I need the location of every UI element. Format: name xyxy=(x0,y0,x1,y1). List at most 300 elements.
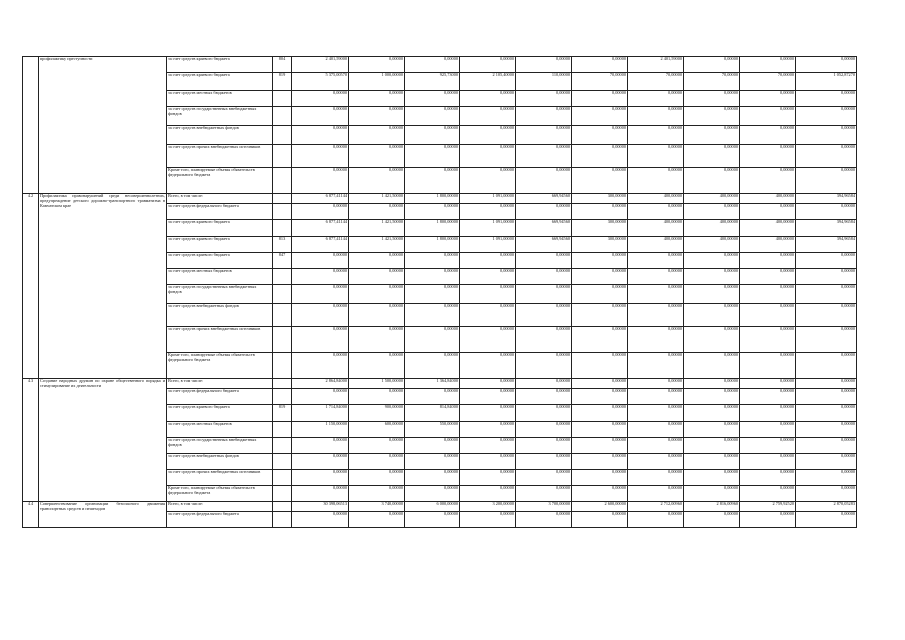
amount-cell: 0,00000 xyxy=(516,454,572,470)
amount-cell: 0,00000 xyxy=(796,486,857,502)
amount-cell: 0,00000 xyxy=(405,438,460,454)
amount-cell: 0,00000 xyxy=(516,204,572,220)
funding-source: за счет средств местных бюджетов xyxy=(167,269,273,285)
amount-cell: 0,00000 xyxy=(684,285,740,304)
amount-cell: 0,00000 xyxy=(349,454,405,470)
amount-cell: 1 800,00000 xyxy=(405,220,460,237)
funding-source: за счет средств прочих внебюджетных источников xyxy=(167,470,273,486)
amount-cell: 0,00000 xyxy=(740,379,796,389)
amount-cell: 0,00000 xyxy=(292,304,349,327)
funding-source: за счет средств местных бюджетов xyxy=(167,422,273,438)
budget-code xyxy=(273,454,292,470)
funding-source: за счет средств федерального бюджета xyxy=(167,204,273,220)
funding-source: Кроме того, планируемые объемы обязательств федерального бюджета xyxy=(167,486,273,502)
budget-code: 819 xyxy=(273,73,292,91)
table-row xyxy=(23,502,857,512)
amount-cell: 0,00000 xyxy=(572,379,628,389)
amount-cell: 0,00000 xyxy=(628,304,684,327)
amount-cell: 0,00000 xyxy=(572,253,628,269)
amount-cell: 0,00000 xyxy=(628,285,684,304)
amount-cell: 400,00000 xyxy=(628,220,684,237)
amount-cell: 669,94560 xyxy=(516,237,572,253)
amount-cell: 0,00000 xyxy=(405,57,460,73)
amount-cell: 0,00000 xyxy=(460,126,516,145)
amount-cell: 0,00000 xyxy=(516,389,572,405)
amount-cell: 0,00000 xyxy=(349,126,405,145)
amount-cell: 0,00000 xyxy=(405,253,460,269)
amount-cell: 0,00000 xyxy=(349,57,405,73)
amount-cell: 0,00000 xyxy=(516,57,572,73)
amount-cell: 0,00000 xyxy=(796,470,857,486)
amount-cell: 0,00000 xyxy=(460,353,516,379)
funding-source: за счет средств государственных внебюджетных фондов xyxy=(167,438,273,454)
budget-code xyxy=(273,470,292,486)
amount-cell: 0,00000 xyxy=(460,57,516,73)
amount-cell: 0,00000 xyxy=(628,91,684,107)
budget-code xyxy=(273,91,292,107)
amount-cell: 0,00000 xyxy=(572,405,628,422)
amount-cell: 0,00000 xyxy=(572,389,628,405)
budget-code xyxy=(273,379,292,389)
amount-cell: 0,00000 xyxy=(460,405,516,422)
amount-cell: 2 401,59000 xyxy=(628,57,684,73)
amount-cell: 0,00000 xyxy=(405,145,460,168)
budget-code xyxy=(273,126,292,145)
amount-cell: 0,00000 xyxy=(572,91,628,107)
amount-cell: 814,84000 xyxy=(405,405,460,422)
funding-source: за счет средств государственных внебюджетных фондов xyxy=(167,107,273,126)
amount-cell: 0,00000 xyxy=(796,405,857,422)
amount-cell: 1 052,87270 xyxy=(796,73,857,91)
amount-cell: 0,00000 xyxy=(740,57,796,73)
amount-cell: 0,00000 xyxy=(516,107,572,126)
amount-cell: 394,96584 xyxy=(796,194,857,204)
amount-cell: 0,00000 xyxy=(740,126,796,145)
amount-cell: 0,00000 xyxy=(628,269,684,285)
amount-cell: 0,00000 xyxy=(628,389,684,405)
funding-source: за счет средств краевого бюджета xyxy=(167,57,273,73)
amount-cell: 1 091,00000 xyxy=(460,237,516,253)
amount-cell: 0,00000 xyxy=(572,512,628,528)
amount-cell: 0,00000 xyxy=(516,145,572,168)
amount-cell: 0,00000 xyxy=(572,438,628,454)
amount-cell: 0,00000 xyxy=(628,168,684,194)
amount-cell: 400,00000 xyxy=(740,237,796,253)
table-row xyxy=(23,57,857,73)
amount-cell: 0,00000 xyxy=(740,405,796,422)
funding-source: за счет средств государственных внебюджетных фондов xyxy=(167,285,273,304)
amount-cell: 1 421,50000 xyxy=(349,237,405,253)
amount-cell: 1 800,00000 xyxy=(405,194,460,204)
amount-cell: 0,00000 xyxy=(628,353,684,379)
amount-cell: 0,00000 xyxy=(292,253,349,269)
amount-cell: 0,00000 xyxy=(516,327,572,353)
amount-cell: 0,00000 xyxy=(684,168,740,194)
measure-name: Профилактика правонарушений среди несовершеннолетних, предупреждение детского дорожно-транспортного травматизма в Камчатском крае xyxy=(39,194,167,379)
amount-cell: 0,00000 xyxy=(796,285,857,304)
measure-name: Совершенствование организации безопасного движения транспортных средств и пешеходов xyxy=(39,502,167,528)
amount-cell: 0,00000 xyxy=(796,126,857,145)
amount-cell: 1 421,50000 xyxy=(349,220,405,237)
budget-code xyxy=(273,220,292,237)
amount-cell: 1 421,50000 xyxy=(349,194,405,204)
amount-cell: 0,00000 xyxy=(572,470,628,486)
measure-name: Создание народных дружин по охране общественного порядка и стимулирование их деятельности xyxy=(39,379,167,502)
amount-cell: 0,00000 xyxy=(516,486,572,502)
amount-cell: 0,00000 xyxy=(292,438,349,454)
budget-code xyxy=(273,168,292,194)
amount-cell: 0,00000 xyxy=(292,285,349,304)
amount-cell: 0,00000 xyxy=(349,253,405,269)
amount-cell: 0,00000 xyxy=(684,304,740,327)
amount-cell: 0,00000 xyxy=(572,145,628,168)
amount-cell: 0,00000 xyxy=(460,269,516,285)
funding-source: за счет средств краевого бюджета xyxy=(167,405,273,422)
amount-cell: 2 105,40000 xyxy=(460,73,516,91)
amount-cell: 0,00000 xyxy=(684,379,740,389)
amount-cell: 0,00000 xyxy=(572,168,628,194)
budget-code xyxy=(273,438,292,454)
amount-cell: 3 200,00000 xyxy=(460,502,516,512)
amount-cell: 0,00000 xyxy=(292,269,349,285)
amount-cell: 0,00000 xyxy=(405,269,460,285)
amount-cell: 394,96584 xyxy=(796,220,857,237)
amount-cell: 1 091,00000 xyxy=(460,220,516,237)
amount-cell: 0,00000 xyxy=(796,438,857,454)
budget-code xyxy=(273,327,292,353)
amount-cell: 0,00000 xyxy=(349,107,405,126)
amount-cell: 0,00000 xyxy=(684,57,740,73)
amount-cell: 300,00000 xyxy=(572,220,628,237)
amount-cell: 0,00000 xyxy=(740,422,796,438)
amount-cell: 0,00000 xyxy=(628,107,684,126)
amount-cell: 0,00000 xyxy=(292,470,349,486)
funding-source: за счет средств местных бюджетов xyxy=(167,91,273,107)
amount-cell: 6 877,41144 xyxy=(292,220,349,237)
amount-cell: 0,00000 xyxy=(628,204,684,220)
amount-cell: 0,00000 xyxy=(572,422,628,438)
amount-cell: 0,00000 xyxy=(740,438,796,454)
amount-cell: 0,00000 xyxy=(572,327,628,353)
amount-cell: 0,00000 xyxy=(796,57,857,73)
amount-cell: 0,00000 xyxy=(796,422,857,438)
amount-cell: 1 714,84000 xyxy=(292,405,349,422)
amount-cell: 0,00000 xyxy=(516,379,572,389)
amount-cell: 0,00000 xyxy=(740,145,796,168)
amount-cell: 0,00000 xyxy=(460,304,516,327)
amount-cell: 669,94560 xyxy=(516,220,572,237)
amount-cell: 0,00000 xyxy=(460,422,516,438)
amount-cell: 400,00000 xyxy=(740,220,796,237)
amount-cell: 0,00000 xyxy=(684,438,740,454)
measure-name: профилактику преступности xyxy=(39,57,167,194)
amount-cell: 0,00000 xyxy=(684,405,740,422)
amount-cell: 0,00000 xyxy=(684,486,740,502)
amount-cell: 400,00000 xyxy=(684,237,740,253)
amount-cell: 0,00000 xyxy=(292,204,349,220)
amount-cell: 0,00000 xyxy=(516,512,572,528)
amount-cell: 0,00000 xyxy=(460,285,516,304)
amount-cell: 2 712,00960 xyxy=(628,502,684,512)
amount-cell: 0,00000 xyxy=(740,269,796,285)
amount-cell: 0,00000 xyxy=(628,145,684,168)
amount-cell: 0,00000 xyxy=(349,204,405,220)
amount-cell: 0,00000 xyxy=(292,486,349,502)
funding-source: за счет средств внебюджетных фондов xyxy=(167,454,273,470)
amount-cell: 0,00000 xyxy=(684,204,740,220)
amount-cell: 0,00000 xyxy=(796,107,857,126)
amount-cell: 0,00000 xyxy=(740,204,796,220)
amount-cell: 0,00000 xyxy=(292,327,349,353)
budget-table xyxy=(22,56,857,528)
amount-cell: 925,73000 xyxy=(405,73,460,91)
amount-cell: 0,00000 xyxy=(460,389,516,405)
amount-cell: 0,00000 xyxy=(572,126,628,145)
amount-cell: 550,00000 xyxy=(405,422,460,438)
amount-cell: 0,00000 xyxy=(796,327,857,353)
budget-code xyxy=(273,502,292,512)
amount-cell: 0,00000 xyxy=(460,253,516,269)
table-row xyxy=(23,194,857,204)
budget-code xyxy=(273,269,292,285)
funding-source: за счет средств федерального бюджета xyxy=(167,389,273,405)
amount-cell: 0,00000 xyxy=(628,327,684,353)
amount-cell: 0,00000 xyxy=(740,486,796,502)
amount-cell: 0,00000 xyxy=(516,269,572,285)
amount-cell: 110,00000 xyxy=(516,73,572,91)
amount-cell: 0,00000 xyxy=(572,353,628,379)
amount-cell: 0,00000 xyxy=(405,91,460,107)
amount-cell: 0,00000 xyxy=(516,353,572,379)
amount-cell: 0,00000 xyxy=(628,253,684,269)
amount-cell: 0,00000 xyxy=(292,91,349,107)
amount-cell: 394,96584 xyxy=(796,237,857,253)
amount-cell: 0,00000 xyxy=(349,470,405,486)
amount-cell: 0,00000 xyxy=(516,91,572,107)
amount-cell: 0,00000 xyxy=(516,438,572,454)
amount-cell: 0,00000 xyxy=(628,470,684,486)
amount-cell: 2 600,00000 xyxy=(572,502,628,512)
budget-code xyxy=(273,389,292,405)
amount-cell: 0,00000 xyxy=(684,389,740,405)
funding-source: за счет средств краевого бюджета xyxy=(167,237,273,253)
amount-cell: 0,00000 xyxy=(796,304,857,327)
funding-source: за счет средств краевого бюджета xyxy=(167,220,273,237)
amount-cell: 0,00000 xyxy=(349,438,405,454)
amount-cell: 0,00000 xyxy=(405,204,460,220)
amount-cell: 0,00000 xyxy=(349,512,405,528)
amount-cell: 400,00000 xyxy=(628,194,684,204)
amount-cell: 0,00000 xyxy=(292,168,349,194)
row-index: 4.2 xyxy=(23,194,39,379)
amount-cell: 0,00000 xyxy=(292,145,349,168)
amount-cell: 0,00000 xyxy=(460,145,516,168)
budget-code xyxy=(273,486,292,502)
amount-cell: 0,00000 xyxy=(628,438,684,454)
amount-cell: 400,00000 xyxy=(684,220,740,237)
amount-cell: 0,00000 xyxy=(796,253,857,269)
amount-cell: 0,00000 xyxy=(572,304,628,327)
funding-source: Всего, в том числе: xyxy=(167,502,273,512)
budget-code xyxy=(273,285,292,304)
amount-cell: 0,00000 xyxy=(628,126,684,145)
amount-cell: 0,00000 xyxy=(796,91,857,107)
amount-cell: 0,00000 xyxy=(740,304,796,327)
amount-cell: 669,94560 xyxy=(516,194,572,204)
amount-cell: 300,00000 xyxy=(572,237,628,253)
amount-cell: 0,00000 xyxy=(684,269,740,285)
amount-cell: 0,00000 xyxy=(740,353,796,379)
amount-cell: 0,00000 xyxy=(405,107,460,126)
amount-cell: 0,00000 xyxy=(516,285,572,304)
amount-cell: 0,00000 xyxy=(740,285,796,304)
amount-cell: 0,00000 xyxy=(460,379,516,389)
amount-cell: 0,00000 xyxy=(405,353,460,379)
amount-cell: 5 375,00570 xyxy=(292,73,349,91)
budget-code: 804 xyxy=(273,57,292,73)
amount-cell: 0,00000 xyxy=(460,486,516,502)
amount-cell: 0,00000 xyxy=(572,486,628,502)
amount-cell: 0,00000 xyxy=(349,327,405,353)
amount-cell: 0,00000 xyxy=(796,379,857,389)
amount-cell: 6 877,41144 xyxy=(292,237,349,253)
amount-cell: 0,00000 xyxy=(684,145,740,168)
amount-cell: 0,00000 xyxy=(796,512,857,528)
amount-cell: 0,00000 xyxy=(740,454,796,470)
budget-code: 847 xyxy=(273,253,292,269)
amount-cell: 0,00000 xyxy=(349,91,405,107)
amount-cell: 0,00000 xyxy=(796,145,857,168)
amount-cell: 2 759,92520 xyxy=(740,502,796,512)
amount-cell: 0,00000 xyxy=(349,304,405,327)
amount-cell: 300,00000 xyxy=(572,194,628,204)
amount-cell: 0,00000 xyxy=(684,327,740,353)
amount-cell: 30 398,06513 xyxy=(292,502,349,512)
amount-cell: 0,00000 xyxy=(292,389,349,405)
amount-cell: 0,00000 xyxy=(740,107,796,126)
funding-source: за счет средств внебюджетных фондов xyxy=(167,304,273,327)
amount-cell: 0,00000 xyxy=(405,327,460,353)
amount-cell: 0,00000 xyxy=(796,454,857,470)
amount-cell: 70,00000 xyxy=(628,73,684,91)
amount-cell: 0,00000 xyxy=(516,253,572,269)
funding-source: за счет средств внебюджетных фондов xyxy=(167,126,273,145)
amount-cell: 0,00000 xyxy=(796,389,857,405)
amount-cell: 0,00000 xyxy=(572,285,628,304)
funding-source: за счет средств прочих внебюджетных источников xyxy=(167,327,273,353)
amount-cell: 0,00000 xyxy=(349,269,405,285)
row-index: 4.4 xyxy=(23,502,39,528)
amount-cell: 0,00000 xyxy=(740,512,796,528)
budget-code xyxy=(273,512,292,528)
budget-code: 819 xyxy=(273,405,292,422)
amount-cell: 0,00000 xyxy=(740,168,796,194)
amount-cell: 0,00000 xyxy=(292,454,349,470)
funding-source: Кроме того, планируемые объемы обязательств федерального бюджета xyxy=(167,353,273,379)
amount-cell: 400,00000 xyxy=(740,194,796,204)
funding-source: за счет средств краевого бюджета xyxy=(167,253,273,269)
budget-code xyxy=(273,194,292,204)
amount-cell: 0,00000 xyxy=(684,353,740,379)
amount-cell: 0,00000 xyxy=(349,145,405,168)
amount-cell: 0,00000 xyxy=(796,353,857,379)
amount-cell: 0,00000 xyxy=(684,126,740,145)
amount-cell: 2 401,59000 xyxy=(292,57,349,73)
funding-source: за счет средств федерального бюджета xyxy=(167,512,273,528)
amount-cell: 0,00000 xyxy=(405,512,460,528)
amount-cell: 70,00000 xyxy=(684,73,740,91)
amount-cell: 1 800,00000 xyxy=(405,237,460,253)
amount-cell: 0,00000 xyxy=(292,107,349,126)
budget-code xyxy=(273,353,292,379)
budget-code: 813 xyxy=(273,237,292,253)
amount-cell: 0,00000 xyxy=(516,126,572,145)
amount-cell: 0,00000 xyxy=(684,470,740,486)
amount-cell: 1 000,00000 xyxy=(349,73,405,91)
amount-cell: 0,00000 xyxy=(405,168,460,194)
amount-cell: 0,00000 xyxy=(405,389,460,405)
amount-cell: 0,00000 xyxy=(628,454,684,470)
amount-cell: 0,00000 xyxy=(796,168,857,194)
amount-cell: 3 700,00000 xyxy=(516,502,572,512)
amount-cell: 0,00000 xyxy=(684,454,740,470)
row-index: 4.3 xyxy=(23,379,39,502)
amount-cell: 0,00000 xyxy=(796,269,857,285)
amount-cell: 1 364,84000 xyxy=(405,379,460,389)
amount-cell: 0,00000 xyxy=(684,107,740,126)
amount-cell: 0,00000 xyxy=(405,454,460,470)
amount-cell: 900,00000 xyxy=(349,405,405,422)
amount-cell: 0,00000 xyxy=(405,285,460,304)
amount-cell: 0,00000 xyxy=(349,486,405,502)
amount-cell: 0,00000 xyxy=(516,422,572,438)
funding-source: Всего, в том числе: xyxy=(167,194,273,204)
amount-cell: 0,00000 xyxy=(684,91,740,107)
budget-code xyxy=(273,304,292,327)
amount-cell: 0,00000 xyxy=(460,454,516,470)
amount-cell: 0,00000 xyxy=(405,304,460,327)
amount-cell: 0,00000 xyxy=(460,512,516,528)
table-row xyxy=(23,379,857,389)
amount-cell: 0,00000 xyxy=(684,512,740,528)
amount-cell: 0,00000 xyxy=(796,204,857,220)
amount-cell: 2 864,84000 xyxy=(292,379,349,389)
amount-cell: 2 870,05283 xyxy=(796,502,857,512)
amount-cell: 0,00000 xyxy=(740,91,796,107)
amount-cell: 1 091,00000 xyxy=(460,194,516,204)
amount-cell: 0,00000 xyxy=(740,470,796,486)
amount-cell: 0,00000 xyxy=(460,204,516,220)
budget-code xyxy=(273,145,292,168)
amount-cell: 0,00000 xyxy=(460,470,516,486)
funding-source: Кроме того, планируемые объемы обязательств федерального бюджета xyxy=(167,168,273,194)
amount-cell: 6 000,00000 xyxy=(405,502,460,512)
budget-code xyxy=(273,204,292,220)
amount-cell: 0,00000 xyxy=(292,126,349,145)
amount-cell: 0,00000 xyxy=(516,168,572,194)
amount-cell: 0,00000 xyxy=(292,353,349,379)
amount-cell: 0,00000 xyxy=(349,168,405,194)
table-body xyxy=(23,57,857,528)
budget-code xyxy=(273,422,292,438)
amount-cell: 0,00000 xyxy=(572,454,628,470)
row-index xyxy=(23,57,39,194)
amount-cell: 0,00000 xyxy=(628,486,684,502)
amount-cell: 0,00000 xyxy=(349,389,405,405)
amount-cell: 0,00000 xyxy=(572,204,628,220)
amount-cell: 0,00000 xyxy=(572,269,628,285)
amount-cell: 400,00000 xyxy=(628,237,684,253)
